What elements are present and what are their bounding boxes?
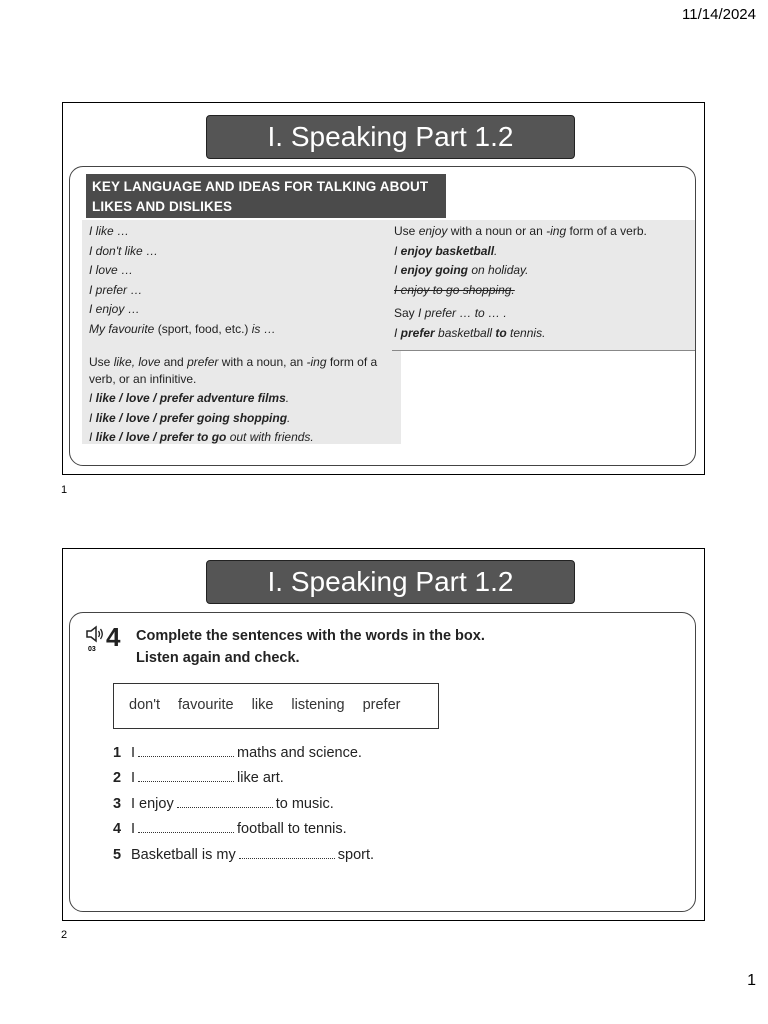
audio-icon[interactable] xyxy=(85,625,105,648)
divider xyxy=(392,350,695,351)
audio-track-number: 03 xyxy=(88,646,96,653)
phrase-item: I enjoy … xyxy=(89,302,140,316)
phrase-item: I prefer … xyxy=(89,282,143,297)
example: I enjoy basketball. xyxy=(394,243,498,258)
sentence-item: 4 I football to tennis. xyxy=(113,821,347,837)
word-box-item: like xyxy=(251,697,274,713)
sentence-item: 2 I like art. xyxy=(113,770,284,786)
prefer-to-rule xyxy=(394,304,545,343)
sentence-item: 3 I enjoy to music. xyxy=(113,796,334,812)
heading-line: KEY LANGUAGE AND IDEAS FOR TALKING ABOUT xyxy=(92,179,429,194)
slide-title: I. Speaking Part 1.2 xyxy=(206,560,575,604)
example: I like / love / prefer to go out with friends. xyxy=(89,430,314,444)
slide-2 xyxy=(62,548,705,921)
incorrect-example: I enjoy to go shopping. xyxy=(394,282,515,297)
example: I like / love / prefer going shopping. xyxy=(89,410,291,425)
answer-blank[interactable] xyxy=(138,769,234,782)
enjoy-rule xyxy=(394,222,647,300)
rule-text: verb, or an infinitive. xyxy=(89,371,197,386)
page-number: 1 xyxy=(747,972,756,989)
word-box-item: prefer xyxy=(362,697,401,713)
phrase-item: I love … xyxy=(89,263,134,277)
phrase-item: I like … xyxy=(89,224,130,238)
phrase-favourite: My favourite (sport, food, etc.) is … xyxy=(89,321,276,336)
example: I prefer basketball to tennis. xyxy=(394,325,546,340)
content-panel xyxy=(69,166,696,466)
slide-title: I. Speaking Part 1.2 xyxy=(206,115,575,159)
phrase-item: I don't like … xyxy=(89,243,158,258)
slide-1 xyxy=(62,102,705,475)
sentence-item: 1 I maths and science. xyxy=(113,745,362,761)
rule-text: Say I prefer … to … . xyxy=(394,306,507,320)
word-box-item: listening xyxy=(291,697,345,713)
answer-blank[interactable] xyxy=(138,820,234,833)
rule-text: Use like, love and prefer with a noun, an -ing form of a xyxy=(89,355,378,369)
like-love-prefer-rule xyxy=(89,353,377,448)
content-panel xyxy=(69,612,696,912)
example: I like / love / prefer adventure films. xyxy=(89,391,290,405)
instruction-line: Listen again and check. xyxy=(136,650,300,666)
sentence-item: 5 Basketball is my sport. xyxy=(113,847,375,863)
rule-text: Use enjoy with a noun or an -ing form of a verb. xyxy=(394,224,647,238)
print-date: 11/14/2024 xyxy=(682,6,756,23)
phrase-list xyxy=(89,222,276,339)
example: I enjoy going on holiday. xyxy=(394,263,529,277)
word-box-item: don't xyxy=(129,697,160,713)
slide-number: 2 xyxy=(61,929,68,941)
answer-blank[interactable] xyxy=(239,846,335,859)
exercise-number: 4 xyxy=(106,622,121,652)
slide-number: 1 xyxy=(61,484,68,496)
answer-blank[interactable] xyxy=(138,744,234,757)
heading-line: LIKES AND DISLIKES xyxy=(92,199,233,214)
word-box-item: favourite xyxy=(178,697,234,713)
answer-blank[interactable] xyxy=(177,795,273,808)
word-box xyxy=(113,683,439,729)
instruction-line: Complete the sentences with the words in the box. xyxy=(136,628,485,644)
exercise-instruction xyxy=(136,625,485,669)
key-language-heading xyxy=(86,174,446,218)
